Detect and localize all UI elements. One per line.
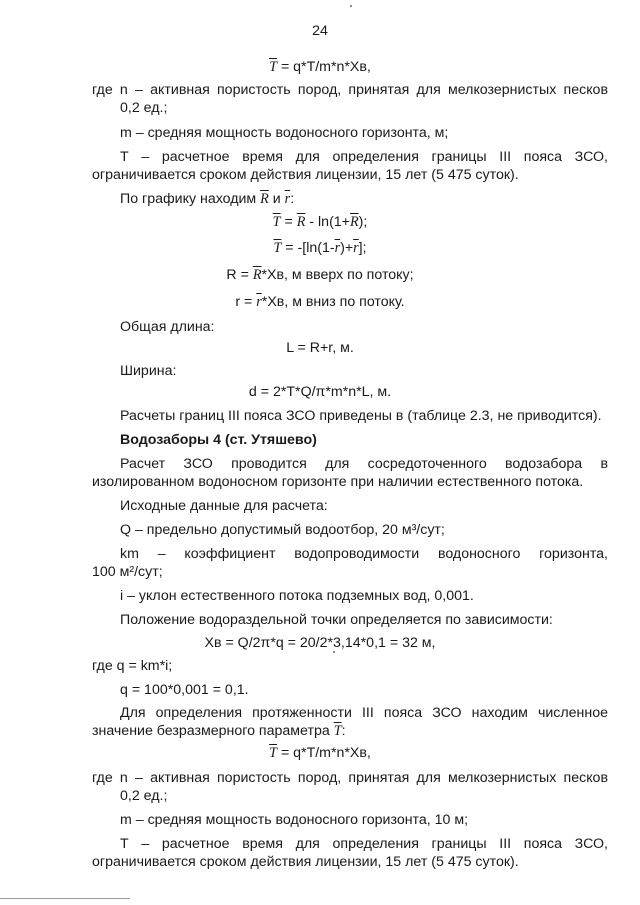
formula2-text: = q*T/m*n*Xв, [280, 745, 371, 761]
calculations-reference: Расчеты границ III пояса ЗСО приведены в (таблице 2.3, не приводится). [120, 408, 602, 424]
km-definition-line-2: 100 м²/сут; [92, 564, 163, 580]
where-n-value: 0,2 ед.; [120, 100, 168, 116]
page-number: 24 [312, 23, 328, 39]
eq1-rest: - ln(1+ [309, 214, 350, 230]
eq1-t: $\overline{T}$ [272, 214, 281, 230]
eq2-rest: = -[ln(1- [285, 240, 335, 256]
section-title: Водозаборы 4 (ст. Утяшево) [120, 432, 317, 448]
r-small-eq-sym: $\overline{r}$ [256, 294, 262, 310]
r-eq-sym: $\overline{R}$ [252, 267, 262, 283]
length-equation: L = R+r, м. [286, 340, 354, 356]
r-eq-left: R = [226, 267, 249, 283]
calc-intro-line-1: Расчет ЗСО проводится для сосредоточенного водозабора в [120, 456, 608, 472]
where-n-line: где n – активная пористость пород, принятая для мелкозернистых песков [92, 82, 608, 98]
xv-equation: Xв = Q/2π*q = 20/2*3,14*0,1 = 32 м, [204, 635, 436, 651]
input-data-heading: Исходные данные для расчета: [120, 498, 328, 514]
formula2-t: $\overline{T}$ [269, 745, 277, 761]
eq2-r: $\overline{r}$ [334, 240, 341, 256]
graph-colon: : [290, 191, 295, 207]
t-definition-2-line-2: ограничивается сроком действия лицензии, 15 лет (5 475 суток). [92, 854, 519, 870]
equation-1: $\overline{T} = \overline{R} - \ln(1+\overline{R})$; [272, 214, 368, 230]
equation-r [0, 293, 640, 311]
eq1-end: ); [358, 214, 368, 230]
equation-R [0, 266, 640, 284]
eq2-end: ]; [358, 240, 367, 256]
graph-text: По графику находим [120, 191, 257, 207]
width-equation: d = 2*T*Q/π*m*n*L, м. [248, 384, 392, 400]
r-small-eq-left: r = [235, 294, 253, 310]
q-value: q = 100*0,001 = 0,1. [120, 682, 249, 698]
symbol-r-bar-upper: $\overline{R}$ [260, 191, 269, 207]
r-eq-right: *Xв, м вверх по потоку; [261, 267, 414, 283]
t-definition-2-line-1: Т – расчетное время для определения границы III пояса ЗСО, [120, 836, 608, 852]
formula-t-bar-2 [0, 744, 640, 762]
extent-t: $\overline{T}$ [333, 723, 342, 739]
i-definition: i – уклон естественного потока подземных вод, 0,001. [120, 588, 474, 604]
t-definition-line-2: ограничивается сроком действия лицензии, 15 лет (5 475 суток). [92, 167, 519, 183]
where-n-line-2: где n – активная пористость пород, принятая для мелкозернистых песков [92, 770, 608, 786]
formula-t-bar-1 [0, 58, 640, 76]
equation-2 [0, 239, 640, 257]
m-definition: m – средняя мощность водоносного горизонта, м; [120, 125, 449, 141]
where-n-value-2: 0,2 ед.; [120, 788, 168, 804]
q-definition: Q – предельно допустимый водоотбор, 20 м³/сут; [120, 522, 445, 538]
eq2-t: $\overline{T}$ [273, 240, 282, 256]
eq1-r: $\overline{R}$ [296, 214, 306, 230]
formula-text: = q*T/m*n*Xв, [280, 59, 371, 75]
total-length-label: Общая длина: [120, 319, 215, 335]
extent-line-2: значение безразмерного параметра $\overline{T}$: [92, 723, 346, 739]
m-definition-2: m – средняя мощность водоносного горизонта, 10 м; [120, 812, 469, 828]
scan-edge-line [0, 898, 130, 899]
symbol-r-bar-lower: $\overline{r}$ [284, 191, 291, 207]
graph-and: и [272, 191, 281, 207]
r-small-eq-right: *Xв, м вниз по потоку. [261, 294, 405, 310]
symbol-t-bar: $\overline{T}$ [269, 59, 277, 75]
extent-text: значение безразмерного параметра [92, 723, 330, 739]
width-label: Ширина: [120, 363, 177, 379]
calc-intro-line-2: изолированном водоносном горизонте при наличии естественного потока. [92, 474, 584, 490]
eq2-r2: $\overline{r}$ [353, 240, 359, 256]
km-definition-line-1: km – коэффициент водопроводимости водоносного горизонта, [120, 546, 608, 562]
eq2-mid: )+ [340, 240, 354, 256]
scan-speck [333, 651, 335, 653]
graph-line [120, 190, 294, 208]
eq1-r2: $\overline{R}$ [349, 214, 359, 230]
extent-line-1: Для определения протяженности III пояса ЗСО находим численное [120, 705, 608, 721]
q-definition-small: где q = km*i; [92, 658, 173, 674]
t-definition-line-1: Т – расчетное время для определения границы III пояса ЗСО, [120, 149, 608, 165]
scan-speck [350, 5, 352, 7]
divide-point-text: Положение водораздельной точки определяется по зависимости: [120, 612, 553, 628]
